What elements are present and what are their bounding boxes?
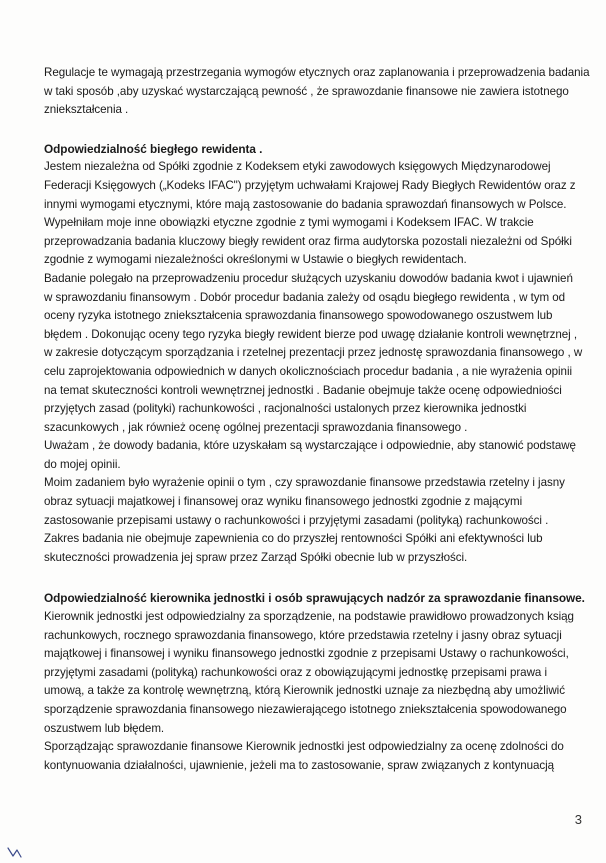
text-line: rachunkowych, rocznego sprawozdania finansowego, które przedstawia rzetelny i jasny obraz sytuacji — [44, 628, 562, 642]
text-line: sporządzenie sprawozdania finansowego niezawierającego istotnego zniekształcenia spowodowanego — [44, 703, 567, 716]
text-line: Sporządzając sprawozdanie finansowe Kierownik jednostki jest odpowiedzialny za ocenę zdolności do — [44, 740, 564, 754]
heading-auditor-responsibility: Odpowiedzialność biegłego rewidenta . — [44, 141, 263, 156]
text-line: kontynuowania działalności, ujawnienie, jeżeli ma to zastosowanie, spraw związanych z kontynuacją — [44, 758, 555, 772]
text-line: zgodnie z wymogami niezależności określonymi w Ustawie o biegłych rewidentach. — [44, 253, 467, 267]
text-line: w taki sposób ,aby uzyskać wystarczającą pewność , że sprawozdanie finansowe nie zawiera istotnego — [44, 84, 569, 98]
text-line: Zakres badania nie obejmuje zapewnienia co do przyszłej rentowności Spółki ani efektywności lub — [44, 532, 543, 546]
text-line: do mojej opinii. — [44, 457, 121, 471]
text-line: w zakresie dotyczącym sporządzania i rzetelnej prezentacji przez jednostę sprawozdania finansowego , w — [44, 346, 583, 360]
text-line: Uważam , że dowody badania, które uzyskałam są wystarczające i odpowiednie, aby stanowić podstawę — [44, 439, 576, 453]
section-auditor-responsibility — [44, 158, 583, 567]
text-line: Federacji Księgowych („Kodeks IFAC") przyjętym uchwałami Krajowej Rady Biegłych Rewidentów oraz z — [44, 178, 576, 192]
text-line: skuteczności prowadzenia jej spraw przez Zarząd Spółki obecnie lub w przyszłości. — [44, 550, 468, 564]
text-line: zastosowanie przepisami ustawy o rachunkowości i przyjętymi zasadami (polityką) rachunkowości . — [44, 513, 549, 527]
text-line: Regulacje te wymagają przestrzegania wymogów etycznych oraz zaplanowania i przeprowadzenia badania — [44, 66, 590, 79]
text-line: przyjętych zasad (polityki) rachunkowości , racjonalności ustalonych przez kierownika jednostki — [44, 402, 527, 416]
text-line: przyjętymi zasadami (polityką) rachunkowości oraz z obowiązującymi jednostkę przepisami prawa i — [44, 665, 547, 679]
text-line: majątkowej i finansowej i wyniku finansowego jednostki zgodnie z przepisami Ustawy o rachunkowości, — [44, 647, 569, 661]
text-line: szacunkowych , jak również ocenę ogólnej prezentacji sprawozdania finansowego . — [44, 420, 468, 434]
text-line: w sprawozdaniu finansowym . Dobór procedur badania zależy od osądu biegłego rewidenta , w tym od — [44, 290, 566, 304]
text-line: obraz sytuacji majatkowej i finansowej oraz wyniku finansowego jednostki zgodnie z mającymi — [44, 495, 523, 509]
document-body — [44, 64, 590, 775]
text-line: przeprowadzania badania kluczowy biegły rewident oraz firma audytorska pozostali niezależni od Spółki — [44, 234, 572, 248]
handwritten-mark-icon — [6, 842, 36, 860]
section-management-responsibility — [44, 608, 574, 775]
text-line: celu zaprojektowania odpowiednich w danych okolicznościach procedur badania , a nie wyrażenia opinii — [44, 364, 572, 378]
paragraph-ethics — [44, 64, 590, 120]
text-line: Badanie polegało na przeprowadzeniu procedur służących uzyskaniu dowodów badania kwot i ujawnień — [44, 271, 573, 285]
text-line: oszustwem lub błędem. — [44, 721, 165, 735]
text-line: innymi wymogami etycznymi, które mają zastosowanie do badania sprawozdań finansowych w Polsce. — [44, 197, 567, 211]
text-line: Moim zadaniem było wyrażenie opinii o tym , czy sprawozdanie finansowe przedstawia rzetelny i jasny — [44, 476, 565, 490]
text-line: oceny ryzyka istotnego zniekształcenia sprawozdania finansowego spowodowanego oszustwem lub — [44, 309, 553, 323]
text-line: Jestem niezależna od Spółki zgodnie z Kodeksem etyki zawodowych księgowych Międzynarodowej — [44, 160, 551, 174]
text-line: na temat skuteczności kontroli wewnętrznej jednostki . Badanie obejmuje także ocenę odpowiedniości — [44, 383, 562, 397]
heading-management-responsibility: Odpowiedzialność kierownika jednostki i osób sprawujących nadzór za sprawozdanie finansowe. — [44, 591, 585, 606]
text-line: błędem . Dokonując oceny tego ryzyka biegły rewident bierze pod uwagę działanie kontroli wewnętrznej , — [44, 327, 578, 341]
text-line: Wypełniłam moje inne obowiązki etyczne zgodnie z tymi wymogami i Kodeksem IFAC. W trakcie — [44, 216, 534, 230]
text-line: umową, a także za kontrolę wewnętrzną, którą Kierownik jednostki uznaje za niezbędną aby umożliwić — [44, 684, 565, 698]
text-line: Kierownik jednostki jest odpowiedzialny za sporządzenie, na podstawie prawidłowo prowadzonych ksiąg — [44, 610, 574, 624]
page-number: 3 — [574, 812, 582, 827]
text-line: zniekształcenia . — [44, 103, 129, 117]
